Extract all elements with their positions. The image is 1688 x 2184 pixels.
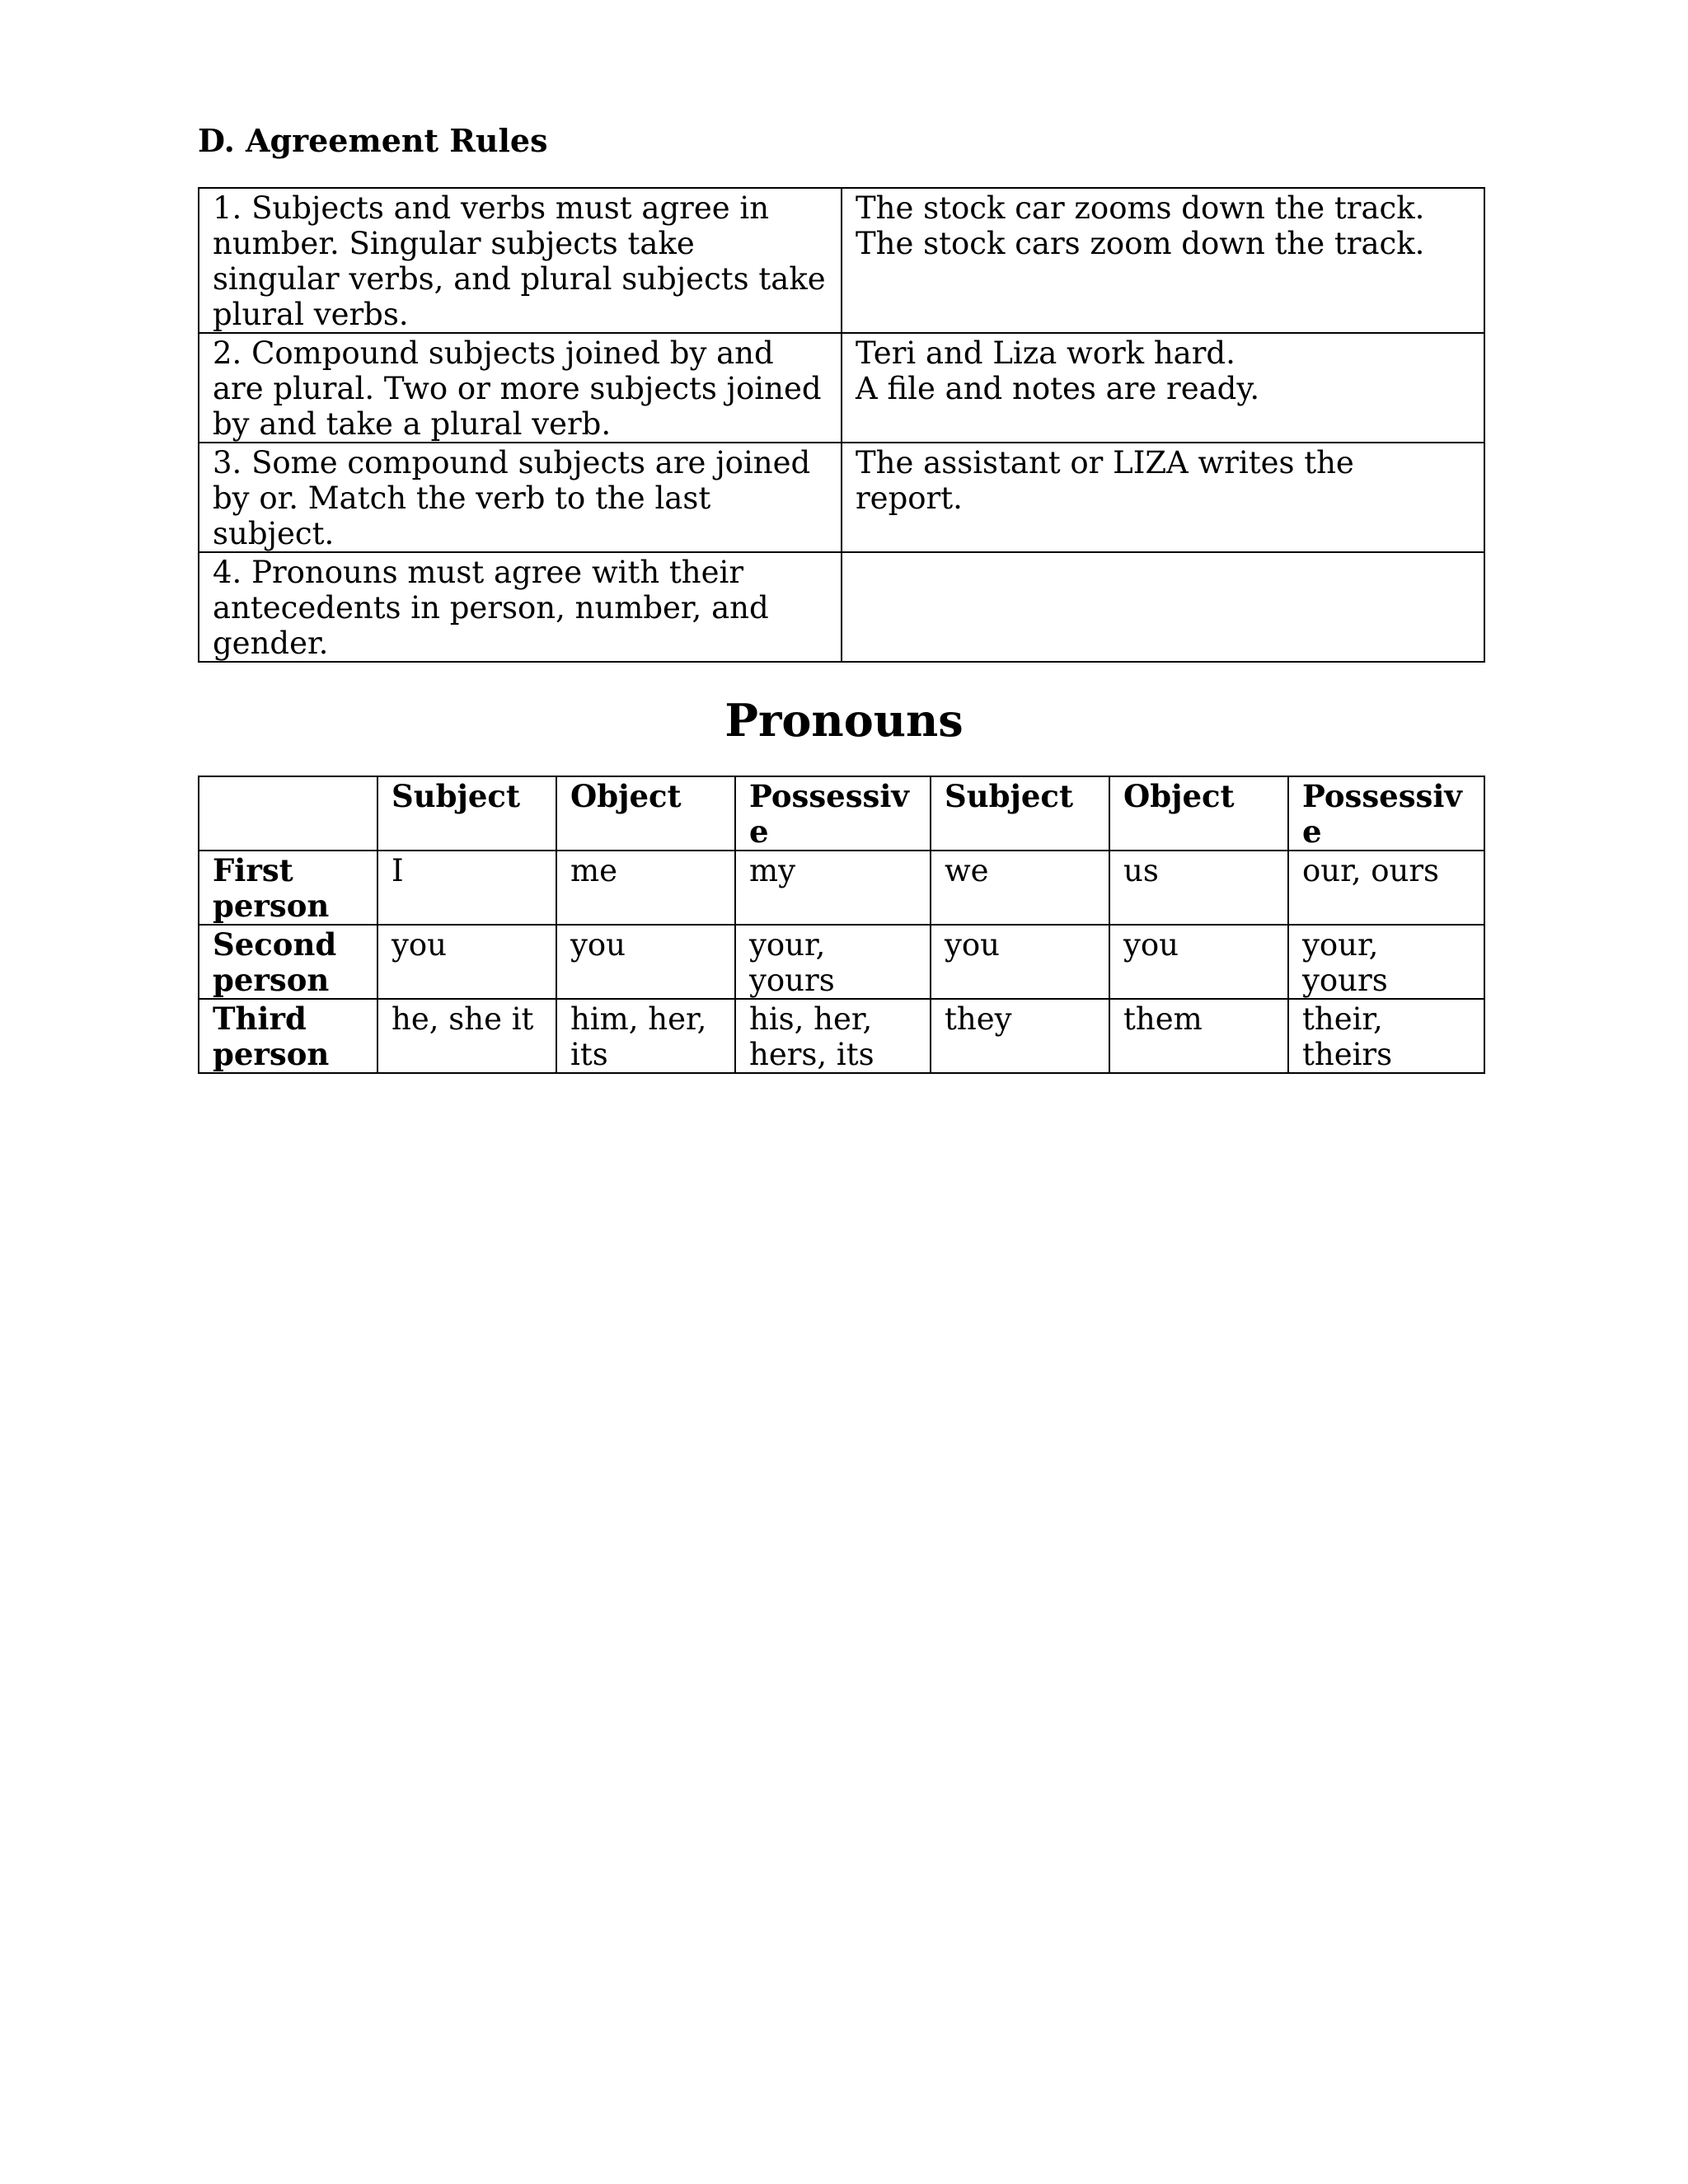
- table-row: [199, 851, 1484, 925]
- table-cell: our, ours: [1288, 851, 1484, 925]
- table-cell: you: [1109, 925, 1288, 999]
- table-cell: your, yours: [735, 925, 931, 999]
- table-cell: I: [377, 851, 556, 925]
- column-header: Subject: [931, 776, 1109, 851]
- rule-text: 1. Subjects and verbs must agree in number. Singular subjects take singular verbs, and plural subjects take plural verbs.: [199, 188, 842, 333]
- row-header: Second person: [199, 925, 377, 999]
- row-header: Third person: [199, 999, 377, 1073]
- table-row: [199, 188, 1484, 333]
- column-header: Object: [556, 776, 735, 851]
- table-row: [199, 443, 1484, 552]
- column-header: Possessive: [1288, 776, 1484, 851]
- table-cell: they: [931, 999, 1109, 1073]
- pronouns-title: Pronouns: [724, 694, 964, 747]
- table-cell: he, she it: [377, 999, 556, 1073]
- column-header: Object: [1109, 776, 1288, 851]
- table-header-row: [199, 776, 1484, 851]
- pronouns-table: [198, 776, 1485, 1074]
- table-cell: us: [1109, 851, 1288, 925]
- table-cell: we: [931, 851, 1109, 925]
- column-header: Possessive: [735, 776, 931, 851]
- table-row: [199, 552, 1484, 662]
- example-sentence: The stock cars zoom down the track.: [856, 226, 1425, 261]
- table-cell: my: [735, 851, 931, 925]
- table-cell: you: [377, 925, 556, 999]
- table-cell: your, yours: [1288, 925, 1484, 999]
- rule-examples: [842, 552, 1484, 662]
- agreement-rules-table: [198, 187, 1485, 663]
- section-heading: D. Agreement Rules: [198, 122, 548, 159]
- rule-text: 3. Some compound subjects are joined by or. Match the verb to the last subject.: [199, 443, 842, 552]
- table-cell: me: [556, 851, 735, 925]
- table-cell: you: [556, 925, 735, 999]
- rule-text: 4. Pronouns must agree with their antecedents in person, number, and gender.: [199, 552, 842, 662]
- table-row: [199, 925, 1484, 999]
- row-header: First person: [199, 851, 377, 925]
- example-sentence: The assistant or LIZA writes the report.: [856, 445, 1354, 516]
- column-header: Subject: [377, 776, 556, 851]
- example-sentence: A file and notes are ready.: [856, 371, 1260, 406]
- table-cell: his, her, hers, its: [735, 999, 931, 1073]
- table-cell: them: [1109, 999, 1288, 1073]
- table-cell: you: [931, 925, 1109, 999]
- example-sentence: The stock car zooms down the track.: [856, 190, 1425, 226]
- table-row: [199, 999, 1484, 1073]
- column-header: [199, 776, 377, 851]
- example-sentence: Teri and Liza work hard.: [856, 335, 1236, 371]
- rule-text: 2. Compound subjects joined by and are plural. Two or more subjects joined by and take a plural verb.: [199, 333, 842, 443]
- rule-examples: [842, 443, 1484, 552]
- table-cell: him, her, its: [556, 999, 735, 1073]
- table-row: [199, 333, 1484, 443]
- rule-examples: [842, 333, 1484, 443]
- table-cell: their, theirs: [1288, 999, 1484, 1073]
- rule-examples: [842, 188, 1484, 333]
